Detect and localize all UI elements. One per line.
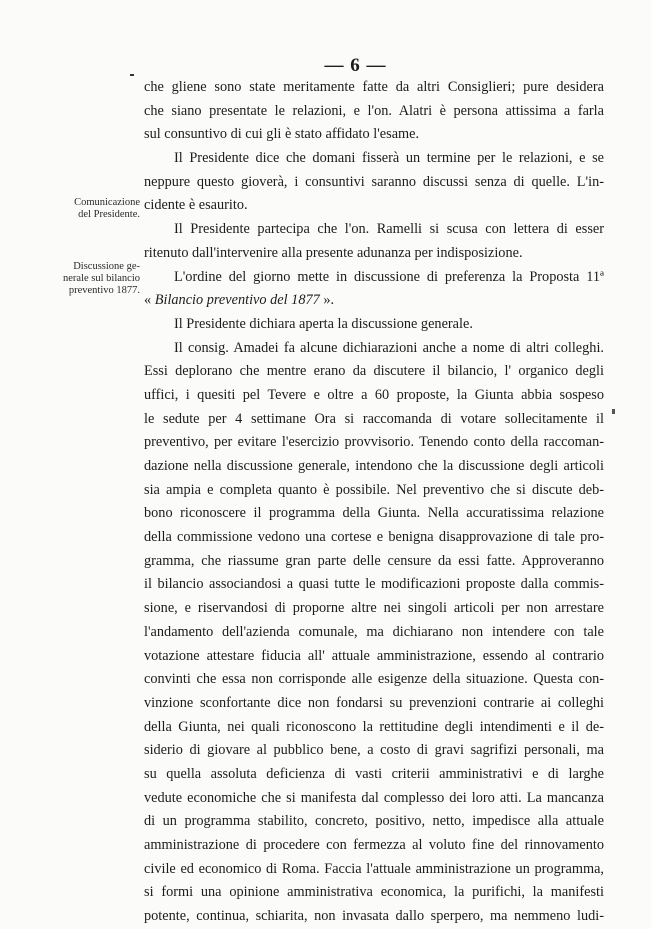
body-text (144, 76, 604, 929)
text-line: votazione attestare fiducia all' attuale amministrazione, essendo al contrario (144, 647, 604, 664)
text-line: della commissione vedono una cortese e benigna disapprovazione di tale pro- (144, 529, 604, 546)
text-line: convinti che essa non corrisponde alle esigenze della situazione. Questa con- (144, 671, 604, 688)
text-line: su quella assoluta deficienza di vasti criterii amministrativi e di larghe (144, 765, 604, 782)
text-line: si formi una opinione amministrativa economica, la purifichi, la manifesti (144, 884, 604, 901)
text-line: potente, continua, schiarita, non invasata dallo sperpero, ma nemmeno ludi- (144, 908, 604, 925)
text-line: Il Presidente dichiara aperta la discussione generale. (174, 315, 473, 332)
text-line: siderio di giovare al pubblico bene, a costo di gravi sagrifizi personali, ma (144, 742, 604, 759)
text-line: bono riconoscere il programma della Giunta. Nella accuratissima relazione (144, 505, 604, 522)
text-line: amministrazione di procedere con fermezza al voluto fine del rinnovamento (144, 837, 604, 853)
text-line: vinzione sconfortante dice non fondarsi su prevenzioni contrarie ai colleghi (144, 694, 604, 711)
margin-note-line: Comunicazione (74, 197, 140, 208)
margin-note-line: Discussione ge- (73, 261, 140, 272)
text-line: sia ampia e completa quanto è possibile. Nel preventivo che si discute deb- (144, 481, 604, 498)
text-line: sione, e riservandosi di proporne altre nei singoli articoli per non arrestare (144, 600, 604, 617)
text-line: Il consig. Amadei fa alcune dichiarazioni anche a nome di altri colleghi. (174, 339, 604, 356)
text-line: L'ordine del giorno mette in discussione di preferenza la Proposta 11ª (174, 268, 604, 285)
margin-note-line: preventivo 1877. (68, 285, 140, 296)
text-line: civile ed economico di Roma. Faccia l'attuale amministrazione un programma, (144, 860, 604, 877)
ink-mark (612, 409, 615, 414)
text-line: che siano presentate le relazioni, e l'on. Alatri è persona attissima a farla (144, 102, 604, 119)
margin-note-budget-discussion (40, 261, 140, 297)
text-line: dazione nella discussione generale, intendono che la discussione degli articoli (144, 458, 604, 474)
text-line: di un programma stabilito, concreto, positivo, netto, impedisce alla attuale (144, 813, 604, 830)
text-line: vedute economiche che si manifesta dal complesso dei loro atti. La mancanza (144, 789, 604, 806)
text-line: che gliene sono state meritamente fatte da altri Consiglieri; pure desidera (144, 79, 604, 95)
text-line: della Giunta, nei quali riconoscono la rettitudine degli intendimenti e il de- (144, 718, 604, 735)
text-line: uffici, i quesiti pel Tevere e oltre a 60 proposte, la Giunta abbia sospeso (144, 386, 604, 403)
text-line: « Bilancio preventivo del 1877 ». (144, 292, 335, 309)
text-line: cidente è esaurito. (144, 197, 248, 214)
text-line: Il Presidente partecipa che l'on. Ramelli si scusa con lettera di esser (174, 221, 604, 238)
text-line: Il Presidente dice che domani fisserà un termine per le relazioni, e se (174, 150, 604, 167)
budget-title: Bilancio preventivo del 1877 (154, 292, 320, 309)
margin-note-line: nerale sul bilancio (63, 273, 140, 284)
text-line: le sedute per 4 settimane Ora si raccomanda di votare sollecitamente il (144, 410, 604, 427)
page-number: — 6 — (324, 55, 387, 76)
text-line: neppure questo gioverà, i consuntivi saranno discussi senza di quelle. L'in- (144, 173, 604, 190)
text-line: ritenuto dall'intervenire alla presente adunanza per indisposizione. (144, 244, 523, 261)
text-line: Essi deplorano che mentre erano da discutere il bilancio, l' organico degli (144, 363, 604, 380)
text-line: il bilancio associandosi a quasi tutte le modificazioni proposte dalla commis- (144, 576, 604, 593)
margin-note-line: del Presidente. (78, 209, 140, 220)
margin-note-communication (40, 197, 140, 221)
text-line: gramma, che riassume gran parte delle censure da essi fatte. Approveranno (144, 552, 604, 569)
text-line: sul consuntivo di cui gli è stato affidato l'esame. (144, 126, 420, 143)
text-line: l'andamento dell'azienda comunale, ma dichiarano non intendere con tale (144, 623, 604, 640)
ink-mark (130, 74, 134, 76)
text-line: preventivo, per evitare l'esercizio provvisorio. Tenendo conto della raccoman- (144, 434, 604, 451)
